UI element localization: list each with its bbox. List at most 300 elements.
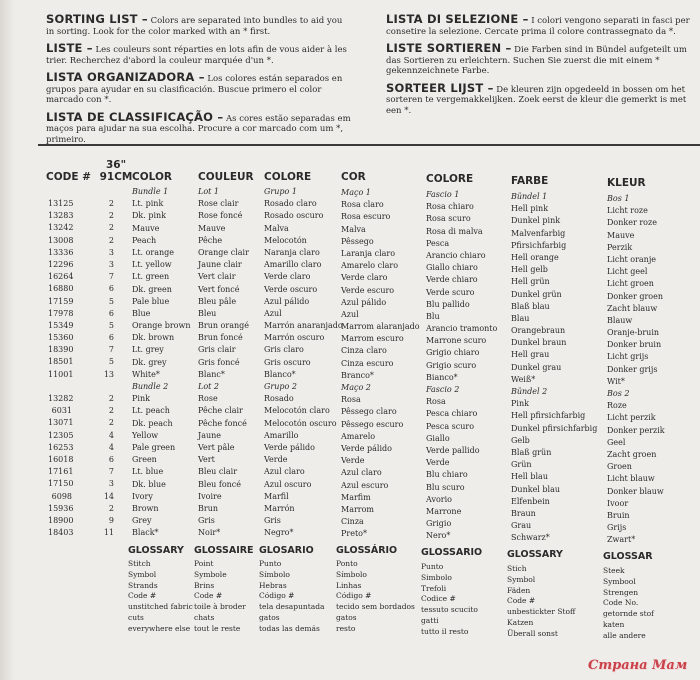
glossary-term: Símbolo [336,569,367,579]
glossary-term: Point [194,559,214,568]
glossary-term: alle andere [603,630,646,640]
color-name: Pêssego claro [341,407,397,417]
color-name: Verde pallido [426,445,480,455]
color-header-pt: COR [341,171,366,183]
color-name: Yellow [132,430,159,440]
color-name: Grigio chiaro [426,348,480,358]
color-name: Grigio [426,519,452,529]
color-name: Marfil [264,491,289,501]
list-item: 6 [108,308,114,318]
color-name: Blanc* [198,369,225,379]
color-name: Marrom escuro [341,334,404,344]
color-name: Azul oscuro [264,479,312,489]
list-item: 4 [108,430,114,440]
color-name: Brun [198,503,219,513]
color-name: Bleu foncé [198,479,242,489]
lengths-bundle-2 [100,393,114,539]
color-name: Braun [511,508,536,518]
color-name: Hell orange [511,252,559,262]
color-name: Dk. brown [132,333,175,343]
list-item: 2 [108,406,114,416]
color-name: Melocotón oscuro [264,418,337,428]
glossary-term: Symbool [603,576,636,586]
color-name: Lt. peach [132,406,170,416]
glossary-term: resto [336,623,356,633]
list-item: 18403 [48,528,74,538]
lengths-bundle-1 [100,198,114,381]
color-name: Noir* [198,528,221,538]
bundle-label: Bündel 2 [511,387,548,396]
glossary-term: gatti [421,615,439,625]
color-name: Schwarz* [511,533,550,543]
color-name: Dunkel grau [511,362,562,372]
color-name: Azul escuro [341,480,389,490]
column-french [198,186,249,539]
color-header-fr: COULEUR [198,171,254,183]
color-name: Green [132,455,157,465]
color-name: Rosa [426,397,446,407]
list-item: 13125 [48,199,74,208]
glossary-list-nl [603,566,654,642]
list-item: 14 [103,491,114,501]
watermark: Страна Мам [588,658,688,673]
intro-block-sorting-list: SORTING LIST – Colors are separated into bundles to aid you in sorting. Look for the color marked with an * first. [46,12,343,37]
color-name: Pesca [426,238,450,248]
color-name: Rosado oscuro [264,211,324,221]
color-name: Pêssego [341,236,374,246]
color-name: Amarelo claro [341,261,399,271]
list-item: 3 [108,259,114,269]
color-name: Grey [132,516,152,526]
glossary-term: Punto [421,562,444,571]
color-name: Blanco* [264,369,296,379]
list-item: 17978 [48,308,74,318]
list-item: 6 [108,454,114,464]
color-name: Grau [511,521,532,531]
color-name: Amarillo claro [264,260,322,270]
list-item: 3 [108,479,114,489]
color-name: Azul claro [341,468,382,478]
color-name: Giallo [426,433,450,443]
color-name: Dunkel pfirsichfarbig [511,423,598,433]
color-name: Dunkel blau [511,484,561,494]
color-name: Dunkel pink [511,216,561,226]
code-header: CODE # [46,171,91,183]
color-name: Rosa [341,395,361,405]
color-name: Marrone [426,506,462,516]
column-spanish [264,186,343,539]
color-name: Dunkel grün [511,289,562,299]
color-name: Ivory [132,491,153,501]
codes-bundle-2 [48,393,72,539]
color-name: Laranja claro [341,248,396,258]
glossary-list-de [507,564,575,640]
list-item: 13 [103,369,114,379]
color-name: Lt. green [132,272,170,282]
color-name: Zacht groen [607,449,657,459]
list-item: 18501 [48,357,74,367]
color-name: Melocotón [264,235,307,245]
color-name: Hell gelb [511,265,548,275]
glossary-term: Hebras [259,580,287,590]
color-name: Azul pálido [264,296,310,306]
intro-block-sorteer-lijst: SORTEER LIJST – De kleuren zijn opgedeeld in bossen om het sorteren te vergemakkelijken. Zoek eerst de kleur die gemerkt is met een *. [386,80,687,116]
glossary-term: Stich [507,564,527,573]
color-name: Blauw [607,315,633,325]
glossary-term: Codice # [421,594,456,604]
glossary-title-nl: GLOSSAR [603,551,653,562]
glossary-term: Symbole [194,569,227,579]
color-name: Dk. green [132,284,172,294]
list-item: 12305 [48,430,74,440]
color-name: Verde oscuro [264,284,318,294]
list-item: 13283 [48,211,74,221]
color-name: Marrom alaranjado [341,322,420,332]
color-name: Verde [341,456,365,466]
glossary-term: tout le reste [194,623,241,633]
bundle-label: Lot 2 [198,382,219,391]
color-name: Marrone scuro [426,336,487,346]
divider-rule [38,144,700,146]
color-name: Cinza [341,517,364,527]
color-name: Vert pâle [198,442,235,452]
color-name: Bruin [607,510,630,520]
color-name: Lt. pink [132,199,164,209]
glossary-title-en: GLOSSARY [128,545,184,556]
color-name: Lt. blue [132,467,164,477]
list-item: 17159 [48,296,74,306]
color-name: Hell grau [511,350,550,360]
color-name: Rose clair [198,199,239,209]
color-name: Gris [264,516,281,526]
bundle-label: Maço 1 [341,188,371,197]
color-name: Azul pálido [341,297,387,307]
color-name: Dk. peach [132,418,173,428]
bundle-label: Grupo 2 [264,382,297,391]
color-name: Perzik [607,242,633,252]
color-name: Donker groen [607,291,663,301]
color-name: Blu [426,311,440,321]
color-name: Gris [198,516,215,526]
color-name: Marfim [341,492,371,502]
glossary-term: cuts [128,612,144,622]
color-name: Weiß* [511,374,536,384]
color-header-de: FARBE [511,175,549,187]
color-name: Licht perzik [607,413,656,423]
color-name: Grün [511,460,532,470]
color-name: Rosa scuro [426,214,471,224]
color-name: Bleu clair [198,467,238,477]
list-item: 15349 [48,320,74,330]
intro-block-liste-sortieren: LISTE SORTIEREN – Die Farben sind in Bündel aufgeteilt um das Sortieren zu erleichtern. Suchen Sie zuerst die mit einem * gekennzeichnete Farbe. [386,41,687,76]
color-name: White* [132,369,160,379]
color-name: Bleu [198,308,217,318]
color-name: Donker grijs [607,364,658,374]
color-name: Zacht blauw [607,303,658,313]
list-item: 16253 [48,442,74,452]
glossary-term: getornde stof [603,609,654,619]
color-name: Groen [607,462,632,472]
list-item: 2 [108,503,114,513]
color-name: Grijs [607,523,627,533]
glossary-term: tessuto scucito [421,605,478,615]
list-item: 6 [108,333,114,343]
intro-block-lista-classificacao: LISTA DE CLASSIFICAÇÃO – As cores estão separadas em maços para ajudar na sua escolha. Procure a cor marcado com um *, primeiro. [46,109,351,145]
glossary-term: everywhere else [128,623,191,633]
glossary-term: Code # [507,596,536,606]
color-name: Donker perzik [607,425,665,435]
color-name: Rose [198,394,218,404]
column-dutch [607,193,665,546]
list-item: 13242 [48,223,74,233]
color-name: Pesca scuro [426,421,475,431]
list-item: 13282 [48,394,74,403]
color-name: Blu scuro [426,482,465,492]
color-name: Arancio chiaro [426,250,486,260]
color-name: Dk. pink [132,211,167,221]
glossary-term: unbestickter Stoff [507,607,576,617]
bundle-label: Grupo 1 [264,187,297,196]
color-name: Dunkel braun [511,338,567,348]
color-name: Bleu pâle [198,296,237,306]
color-name: Vert clair [198,272,236,282]
color-header-nl: KLEUR [607,177,646,189]
color-name: Donker roze [607,218,657,228]
color-name: Verde [264,455,288,465]
column-portuguese [341,187,420,540]
bundle-label: Bundle 2 [132,382,169,391]
list-item: 5 [108,357,114,367]
color-name: Vert foncé [198,284,240,294]
color-name: Bianco* [426,372,458,382]
color-name: Orange clair [198,247,249,257]
color-name: Gris oscuro [264,357,311,367]
color-name: Malvenfarbig [511,228,566,238]
glossary-list-fr [194,559,246,635]
color-header-it: COLORE [426,173,474,185]
color-name: Vert [198,455,215,465]
color-name: Hell pink [511,204,549,214]
color-name: Amarelo [341,431,376,441]
bundle-label: Lot 1 [198,187,219,196]
color-name: Licht groen [607,279,654,289]
color-name: Roze [607,401,627,411]
list-item: 5 [108,296,114,306]
glossary-term: Linhas [336,580,362,590]
color-name: Melocotón claro [264,406,330,416]
bundle-label: Bundle 1 [132,187,169,196]
glossary-term: Trefoli [421,583,447,593]
color-name: Blau [511,313,530,323]
glossary-list-en [128,559,193,635]
color-name: Rosado claro [264,199,317,209]
glossary-term: toile à broder [194,602,246,612]
color-name: Peach [132,235,157,245]
list-item: 18900 [48,515,74,525]
color-name: Licht roze [607,206,648,216]
color-name: Verde pálido [264,442,315,452]
glossary-term: Brins [194,580,215,590]
list-item: 16018 [48,454,74,464]
color-name: Grigio scuro [426,360,477,370]
glossary-term: tecido sem bordados [336,602,415,612]
list-item: 7 [108,467,114,477]
glossary-term: Überall sonst [507,628,558,638]
list-item: 7 [108,345,114,355]
color-name: Orange brown [132,321,191,331]
color-name: Hell blau [511,472,548,482]
color-name: Verde claro [264,272,311,282]
color-name: Donker bruin [607,340,662,350]
column-german [511,191,597,544]
color-name: Marrón oscuro [264,333,325,343]
color-name: Gris clair [198,345,236,355]
color-name: Zwart* [607,535,636,545]
color-name: Lt. grey [132,345,164,355]
color-name: Blaß grün [511,447,552,457]
color-name: Ivoor [607,498,629,508]
color-name: Avorio [426,494,452,504]
list-item: 6031 [51,406,72,416]
color-name: Pale green [132,442,176,452]
color-name: Giallo chiaro [426,263,478,273]
color-name: Cinza escuro [341,358,394,368]
color-name: Brown [132,503,159,513]
color-name: Black* [132,528,159,538]
column-english [132,186,190,539]
intro-right [386,14,691,122]
color-name: Dk. blue [132,479,166,489]
glossary-term: Code # [128,591,157,601]
glossary-term: Code # [194,591,223,601]
color-name: Azul claro [264,467,305,477]
color-name: Licht grijs [607,352,649,362]
glossary-term: gatos [259,612,280,622]
glossary-term: gatos [336,612,357,622]
color-name: Lt. yellow [132,260,172,270]
color-name: Arancio tramonto [426,324,498,334]
color-header-en: COLOR [132,171,172,183]
color-name: Rosa escuro [341,212,391,222]
color-name: Orangebraun [511,326,566,336]
intro-block-liste: LISTE – Les couleurs sont réparties en lots afin de vous aider à les trier. Recherchez d'abord la couleur marquée d'un *. [46,41,347,66]
bundle-label: Bündel 1 [511,192,548,201]
list-item: 3 [108,247,114,257]
color-name: Rosado [264,394,294,404]
list-item: 7 [108,272,114,282]
list-item: 2 [108,235,114,245]
color-name: Licht geel [607,267,648,277]
color-name: Verde chiaro [426,275,478,285]
glossary-term: katen [603,619,625,629]
glossary-term: Código # [336,591,372,601]
glossary-title-pt: GLOSSÁRIO [336,545,398,556]
color-name: Rose foncé [198,211,243,221]
color-name: Gelb [511,435,530,445]
color-name: Hell pfirsichfarbig [511,411,586,421]
color-name: Pêche [198,235,223,245]
color-name: Lt. orange [132,247,175,257]
color-name: Cinza claro [341,346,387,356]
list-item: 2 [108,211,114,221]
color-name: Malva [341,224,366,234]
list-item: 11001 [48,369,74,379]
page-shadow [0,0,14,680]
glossary-term: unstitched fabric [128,602,193,612]
color-name: Verde [426,458,450,468]
list-item: 6098 [51,491,72,501]
color-name: Pêche foncé [198,418,247,428]
glossary-term: Katzen [507,617,534,627]
codes-bundle-1 [48,198,72,381]
glossary-term: Código # [259,591,295,601]
glossary-term: Steek [603,566,625,575]
list-item: 12296 [48,259,74,269]
glossary-term: Ponto [336,559,358,568]
color-name: Wit* [607,376,625,386]
color-name: Verde claro [341,273,388,283]
list-item: 16264 [48,272,74,282]
color-name: Rosa claro [341,200,384,210]
glossary-term: Strengen [603,587,639,597]
color-name: Verde escuro [341,285,395,295]
color-name: Pink [511,399,529,409]
color-name: Blue [132,308,151,318]
glossary-term: Punto [259,559,282,568]
list-item: 9 [108,515,114,525]
list-item: 16880 [48,284,74,294]
bundle-label: Bos 2 [607,389,630,398]
color-name: Verde scuro [426,287,475,297]
list-item: 2 [108,199,114,208]
glossary-term: chats [194,612,215,622]
list-item: 13336 [48,247,74,257]
list-item: 2 [108,223,114,233]
color-name: Oranje-bruin [607,328,660,338]
column-italian [426,189,497,542]
bundle-label: Maço 2 [341,383,371,392]
color-name: Jaune [198,430,222,440]
list-item: 18390 [48,345,74,355]
bundle-label: Fascio 1 [426,190,460,199]
glossary-term: Símbolo [259,569,290,579]
color-name: Licht blauw [607,474,655,484]
color-name: Brun foncé [198,333,243,343]
color-name: Dk. grey [132,357,167,367]
color-name: Pêssego escuro [341,419,404,429]
color-name: Pfirsichfarbig [511,240,567,250]
color-name: Rosa di malva [426,226,483,236]
color-name: Azul [264,308,282,318]
color-header-es: COLORE [264,171,312,183]
list-item: 6 [108,284,114,294]
glossary-title-es: GLOSARIO [259,545,314,556]
color-name: Blu pallido [426,299,470,309]
glossary-term: Stitch [128,559,151,568]
color-name: Ivoire [198,491,222,501]
color-name: Pesca chiaro [426,409,478,419]
glossary-list-es [259,559,325,635]
color-name: Amarillo [264,430,299,440]
color-name: Gris foncé [198,357,240,367]
color-name: Nero* [426,531,451,541]
glossary-term: tutto il resto [421,626,469,636]
glossary-term: Symbol [128,569,157,579]
color-name: Malva [264,223,289,233]
color-name: Verde pálido [341,443,392,453]
glossary-term: Strands [128,580,158,590]
glossary-title-fr: GLOSSAIRE [194,545,254,556]
